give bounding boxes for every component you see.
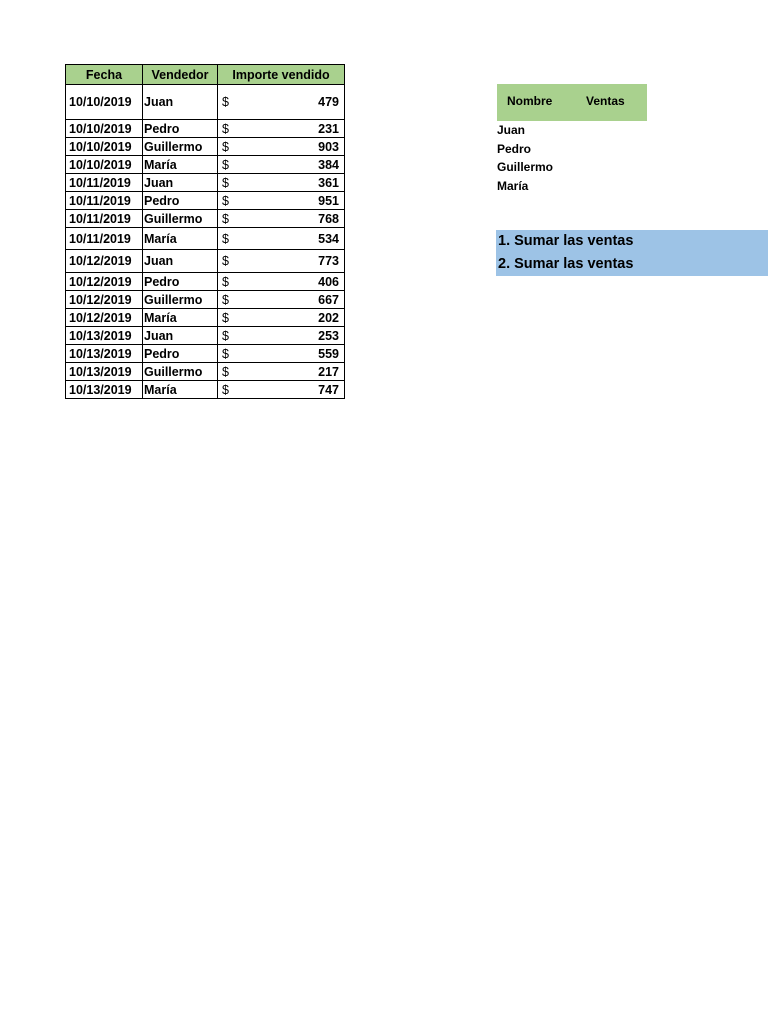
cell-importe[interactable] bbox=[218, 174, 345, 192]
currency-symbol: $ bbox=[222, 139, 229, 154]
header-importe[interactable]: Importe vendido bbox=[218, 65, 345, 85]
amount-value: 773 bbox=[318, 254, 339, 268]
summary-names-list bbox=[497, 121, 553, 195]
amount-value: 361 bbox=[318, 175, 339, 190]
currency-symbol: $ bbox=[222, 175, 229, 190]
currency-symbol: $ bbox=[222, 346, 229, 361]
amount-wrap bbox=[222, 383, 339, 397]
sales-table-body bbox=[66, 85, 345, 399]
cell-importe[interactable] bbox=[218, 273, 345, 291]
cell-vendedor[interactable]: María bbox=[143, 228, 218, 250]
sales-table-header-row bbox=[66, 65, 345, 85]
amount-wrap bbox=[222, 365, 339, 379]
amount-wrap bbox=[222, 140, 339, 154]
summary-header bbox=[497, 84, 647, 121]
currency-symbol: $ bbox=[222, 254, 229, 268]
table-row bbox=[66, 363, 345, 381]
amount-wrap bbox=[222, 212, 339, 226]
cell-importe[interactable] bbox=[218, 309, 345, 327]
cell-vendedor[interactable]: Juan bbox=[143, 327, 218, 345]
currency-symbol: $ bbox=[222, 310, 229, 325]
cell-vendedor[interactable]: Guillermo bbox=[143, 210, 218, 228]
cell-importe[interactable] bbox=[218, 156, 345, 174]
cell-fecha[interactable]: 10/12/2019 bbox=[66, 309, 143, 327]
table-row bbox=[66, 156, 345, 174]
currency-symbol: $ bbox=[222, 328, 229, 343]
currency-symbol: $ bbox=[222, 193, 229, 208]
cell-importe[interactable] bbox=[218, 138, 345, 156]
cell-fecha[interactable]: 10/13/2019 bbox=[66, 327, 143, 345]
summary-name-cell[interactable]: Guillermo bbox=[497, 160, 554, 174]
amount-value: 534 bbox=[318, 231, 339, 246]
cell-vendedor[interactable]: Juan bbox=[143, 250, 218, 273]
currency-symbol: $ bbox=[222, 211, 229, 226]
cell-vendedor[interactable]: María bbox=[143, 309, 218, 327]
cell-vendedor[interactable]: María bbox=[143, 156, 218, 174]
cell-vendedor[interactable]: Juan bbox=[143, 85, 218, 120]
table-row bbox=[66, 291, 345, 309]
cell-fecha[interactable]: 10/12/2019 bbox=[66, 250, 143, 273]
cell-fecha[interactable]: 10/12/2019 bbox=[66, 291, 143, 309]
currency-symbol: $ bbox=[222, 292, 229, 307]
amount-wrap bbox=[222, 347, 339, 361]
summary-header-nombre[interactable]: Nombre bbox=[507, 94, 553, 108]
cell-vendedor[interactable]: Guillermo bbox=[143, 291, 218, 309]
cell-fecha[interactable]: 10/10/2019 bbox=[66, 85, 143, 120]
amount-wrap bbox=[222, 176, 339, 190]
amount-wrap bbox=[222, 122, 339, 136]
cell-importe[interactable] bbox=[218, 192, 345, 210]
amount-value: 231 bbox=[318, 121, 339, 136]
table-row bbox=[66, 174, 345, 192]
table-row bbox=[66, 192, 345, 210]
amount-value: 667 bbox=[318, 292, 339, 307]
summary-name-cell[interactable]: María bbox=[497, 178, 529, 193]
table-row bbox=[66, 381, 345, 399]
currency-symbol: $ bbox=[222, 231, 229, 246]
table-row bbox=[66, 345, 345, 363]
cell-importe[interactable] bbox=[218, 345, 345, 363]
cell-vendedor[interactable]: Juan bbox=[143, 174, 218, 192]
task-instructions bbox=[496, 230, 768, 276]
cell-importe[interactable] bbox=[218, 120, 345, 138]
currency-symbol: $ bbox=[222, 274, 229, 289]
cell-vendedor[interactable]: Pedro bbox=[143, 192, 218, 210]
cell-importe[interactable] bbox=[218, 250, 345, 273]
task-item[interactable]: 2. Sumar las ventas bbox=[498, 256, 634, 272]
cell-importe[interactable] bbox=[218, 381, 345, 399]
summary-name-cell[interactable]: Pedro bbox=[497, 141, 532, 156]
cell-vendedor[interactable]: Pedro bbox=[143, 120, 218, 138]
amount-wrap bbox=[222, 232, 339, 246]
table-row bbox=[66, 327, 345, 345]
currency-symbol: $ bbox=[222, 382, 229, 397]
cell-fecha[interactable]: 10/12/2019 bbox=[66, 273, 143, 291]
header-fecha[interactable]: Fecha bbox=[66, 65, 143, 85]
table-row bbox=[66, 228, 345, 250]
table-row bbox=[66, 138, 345, 156]
amount-value: 202 bbox=[318, 310, 339, 325]
cell-fecha[interactable]: 10/11/2019 bbox=[66, 192, 143, 210]
amount-value: 747 bbox=[318, 382, 339, 397]
amount-value: 253 bbox=[318, 328, 339, 343]
amount-value: 559 bbox=[318, 346, 339, 361]
amount-wrap bbox=[222, 329, 339, 343]
summary-header-ventas[interactable]: Ventas bbox=[586, 94, 625, 108]
cell-fecha[interactable]: 10/11/2019 bbox=[66, 228, 143, 250]
amount-wrap bbox=[222, 293, 339, 307]
cell-fecha[interactable]: 10/10/2019 bbox=[66, 138, 143, 156]
currency-symbol: $ bbox=[222, 157, 229, 172]
amount-wrap bbox=[222, 194, 339, 208]
cell-fecha[interactable]: 10/10/2019 bbox=[66, 120, 143, 138]
cell-vendedor[interactable]: Pedro bbox=[143, 345, 218, 363]
amount-value: 951 bbox=[318, 193, 339, 208]
amount-value: 768 bbox=[318, 211, 339, 226]
task-item[interactable]: 1. Sumar las ventas bbox=[498, 233, 634, 249]
currency-symbol: $ bbox=[222, 121, 229, 136]
cell-fecha[interactable]: 10/10/2019 bbox=[66, 156, 143, 174]
amount-value: 903 bbox=[318, 139, 339, 154]
amount-wrap bbox=[222, 311, 339, 325]
currency-symbol: $ bbox=[222, 364, 229, 379]
cell-fecha[interactable]: 10/13/2019 bbox=[66, 381, 143, 399]
header-vendedor[interactable]: Vendedor bbox=[143, 65, 218, 85]
cell-vendedor[interactable]: Guillermo bbox=[143, 363, 218, 381]
cell-vendedor[interactable]: Pedro bbox=[143, 273, 218, 291]
amount-wrap bbox=[222, 158, 339, 172]
cell-importe[interactable] bbox=[218, 327, 345, 345]
amount-value: 384 bbox=[318, 157, 339, 172]
cell-importe[interactable] bbox=[218, 363, 345, 381]
amount-value: 406 bbox=[318, 274, 339, 289]
table-row bbox=[66, 250, 345, 273]
table-row bbox=[66, 120, 345, 138]
table-row bbox=[66, 309, 345, 327]
sales-table bbox=[65, 64, 345, 399]
cell-fecha[interactable]: 10/13/2019 bbox=[66, 345, 143, 363]
cell-fecha[interactable]: 10/13/2019 bbox=[66, 363, 143, 381]
cell-importe[interactable] bbox=[218, 228, 345, 250]
cell-vendedor[interactable]: María bbox=[143, 381, 218, 399]
table-row bbox=[66, 273, 345, 291]
summary-name-cell[interactable]: Juan bbox=[497, 123, 526, 137]
amount-value: 479 bbox=[318, 95, 339, 109]
cell-vendedor[interactable]: Guillermo bbox=[143, 138, 218, 156]
cell-importe[interactable] bbox=[218, 85, 345, 120]
amount-wrap bbox=[222, 275, 339, 289]
currency-symbol: $ bbox=[222, 95, 229, 109]
table-row bbox=[66, 210, 345, 228]
amount-value: 217 bbox=[318, 364, 339, 379]
cell-fecha[interactable]: 10/11/2019 bbox=[66, 174, 143, 192]
amount-wrap bbox=[222, 95, 339, 109]
cell-importe[interactable] bbox=[218, 210, 345, 228]
cell-importe[interactable] bbox=[218, 291, 345, 309]
table-row bbox=[66, 85, 345, 120]
cell-fecha[interactable]: 10/11/2019 bbox=[66, 210, 143, 228]
amount-wrap bbox=[222, 254, 339, 268]
